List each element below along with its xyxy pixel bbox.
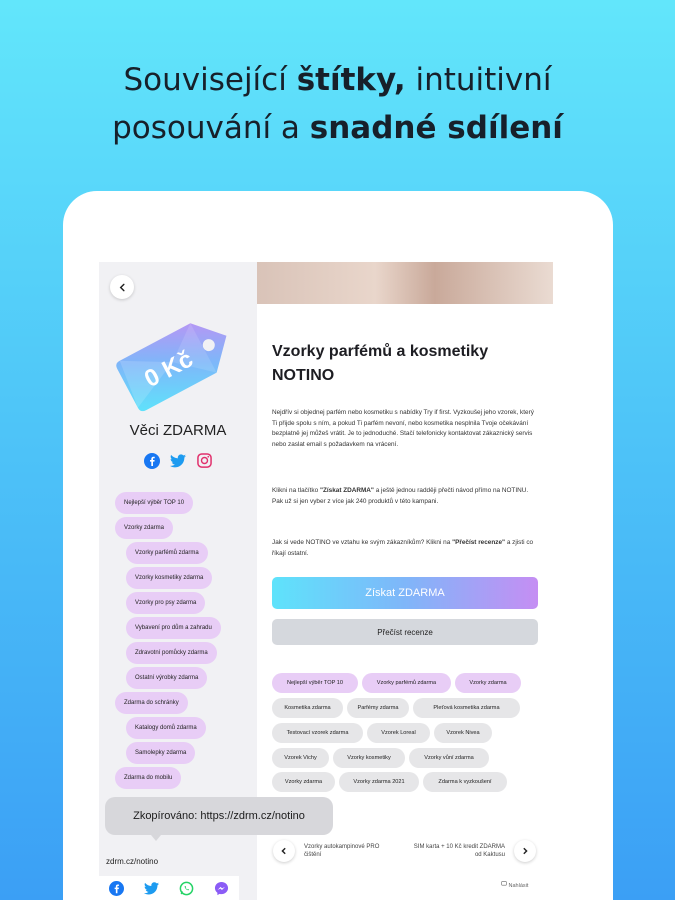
category-chip[interactable]: Nejlepší výběr TOP 10 bbox=[115, 492, 193, 514]
flag-icon bbox=[501, 881, 507, 887]
price-tag-logo bbox=[113, 300, 241, 418]
article-paragraph: Nejdřív si objednej parfém nebo kosmetiku s nabídky Try if first. Vyzkoušej jeho vzorek, který Ti přijde spolu s ním, a pokud Ti parfém nevoní, nebo kosmetika nesplnila Tvoje očekávání bezplatně jej můžeš vrátit. Je to jednoduché. Stačí telefonicky kontaktovat zákaznický servis nebo zaslat email s požadavkem na vrácení. bbox=[272, 409, 534, 448]
next-article-button[interactable] bbox=[514, 840, 536, 862]
category-chip[interactable]: Vybavení pro dům a zahradu bbox=[126, 617, 221, 639]
messenger-share-icon[interactable] bbox=[213, 880, 230, 897]
article-title: Vzorky parfémů a kosmetiky NOTINO bbox=[272, 343, 489, 384]
tag-chip[interactable]: Vzorek Vichy bbox=[272, 748, 329, 768]
tag-chip[interactable]: Parfémy zdarma bbox=[347, 698, 409, 718]
hero-image bbox=[257, 262, 553, 304]
tag-chip[interactable]: Vzorky vůní zdarma bbox=[409, 748, 489, 768]
tag-chip[interactable]: Kosmetika zdarma bbox=[272, 698, 343, 718]
report-link[interactable]: Nahlásit bbox=[501, 881, 528, 889]
category-chip[interactable]: Vzorky zdarma bbox=[115, 517, 173, 539]
article-paragraph: Jak si vede NOTINO ve vztahu ke svým zákazníkům? Klikni na "Přečíst recenze" a zjisti co říkají ostatní. bbox=[272, 539, 534, 557]
category-chip[interactable]: Vzorky kosmetiky zdarma bbox=[126, 567, 212, 589]
tag-chip[interactable]: Vzorky kosmetiky bbox=[333, 748, 405, 768]
twitter-icon[interactable] bbox=[170, 452, 187, 469]
twitter-share-icon[interactable] bbox=[143, 880, 160, 897]
toast-pointer bbox=[151, 835, 161, 841]
instagram-icon[interactable] bbox=[196, 452, 213, 469]
chevron-right-icon bbox=[521, 847, 529, 855]
tag-chip[interactable]: Pleťová kosmetika zdarma bbox=[413, 698, 520, 718]
social-links bbox=[99, 452, 257, 469]
category-chip[interactable]: Samolepky zdarma bbox=[126, 742, 195, 764]
back-button[interactable] bbox=[110, 275, 134, 299]
tag-chip[interactable]: Vzorky zdarma bbox=[272, 772, 335, 792]
share-bar bbox=[99, 876, 239, 900]
article-paragraph: Klikni na tlačítko "Získat ZDARMA" a ještě jednou radději přečti návod přímo na NOTINU. Pak už si jen vyber z více jak 240 produktů v této kampani. bbox=[272, 487, 529, 505]
brand-title: Věci ZDARMA bbox=[129, 422, 227, 439]
category-chip[interactable]: Zdravotní pomůcky zdarma bbox=[126, 642, 217, 664]
whatsapp-share-icon[interactable] bbox=[178, 880, 195, 897]
tag-chip[interactable]: Nejlepší výběr TOP 10 bbox=[272, 673, 358, 693]
chevron-left-icon bbox=[280, 847, 288, 855]
tag-chip[interactable]: Zdarma k vyzkoušení bbox=[423, 772, 507, 792]
tag-chip[interactable]: Vzorky zdarma bbox=[455, 673, 521, 693]
facebook-share-icon[interactable] bbox=[108, 880, 125, 897]
tag-chip[interactable]: Vzorky zdarma 2021 bbox=[339, 772, 419, 792]
get-free-button[interactable]: Získat ZDARMA bbox=[272, 577, 538, 609]
facebook-icon[interactable] bbox=[144, 452, 161, 469]
copied-toast: Zkopírováno: https://zdrm.cz/notino bbox=[105, 797, 333, 835]
category-chip[interactable]: Zdarma do mobilu bbox=[115, 767, 181, 789]
logo-price-text: 0 Kč bbox=[140, 345, 198, 394]
headline-line-1: Související štítky, intuitivní bbox=[123, 62, 552, 98]
tag-chip[interactable]: Vzorky parfémů zdarma bbox=[362, 673, 451, 693]
headline-line-2: posouvání a snadné sdílení bbox=[112, 110, 563, 146]
chevron-left-icon bbox=[118, 283, 127, 292]
prev-article-button[interactable] bbox=[273, 840, 295, 862]
category-chip[interactable]: Ostatní výrobky zdarma bbox=[126, 667, 207, 689]
category-chip[interactable]: Zdarma do schránky bbox=[115, 692, 188, 714]
tag-chip[interactable]: Testovací vzorek zdarma bbox=[272, 723, 363, 743]
category-chip[interactable]: Vzorky pro psy zdarma bbox=[126, 592, 205, 614]
next-article-title[interactable]: SIM karta + 10 Kč kredit ZDARMA od Kaktusu bbox=[413, 844, 505, 858]
prev-article-title[interactable]: Vzorky autokampinové PRO čištění bbox=[304, 844, 380, 858]
tag-chip[interactable]: Vzorek Nivea bbox=[434, 723, 492, 743]
read-reviews-button[interactable]: Přečíst recenze bbox=[272, 619, 538, 645]
headline bbox=[0, 56, 675, 152]
tag-chip[interactable]: Vzorek Loreal bbox=[367, 723, 430, 743]
share-url: zdrm.cz/notino bbox=[106, 857, 159, 866]
category-chip[interactable]: Katalogy domů zdarma bbox=[126, 717, 206, 739]
category-chip[interactable]: Vzorky parfémů zdarma bbox=[126, 542, 208, 564]
